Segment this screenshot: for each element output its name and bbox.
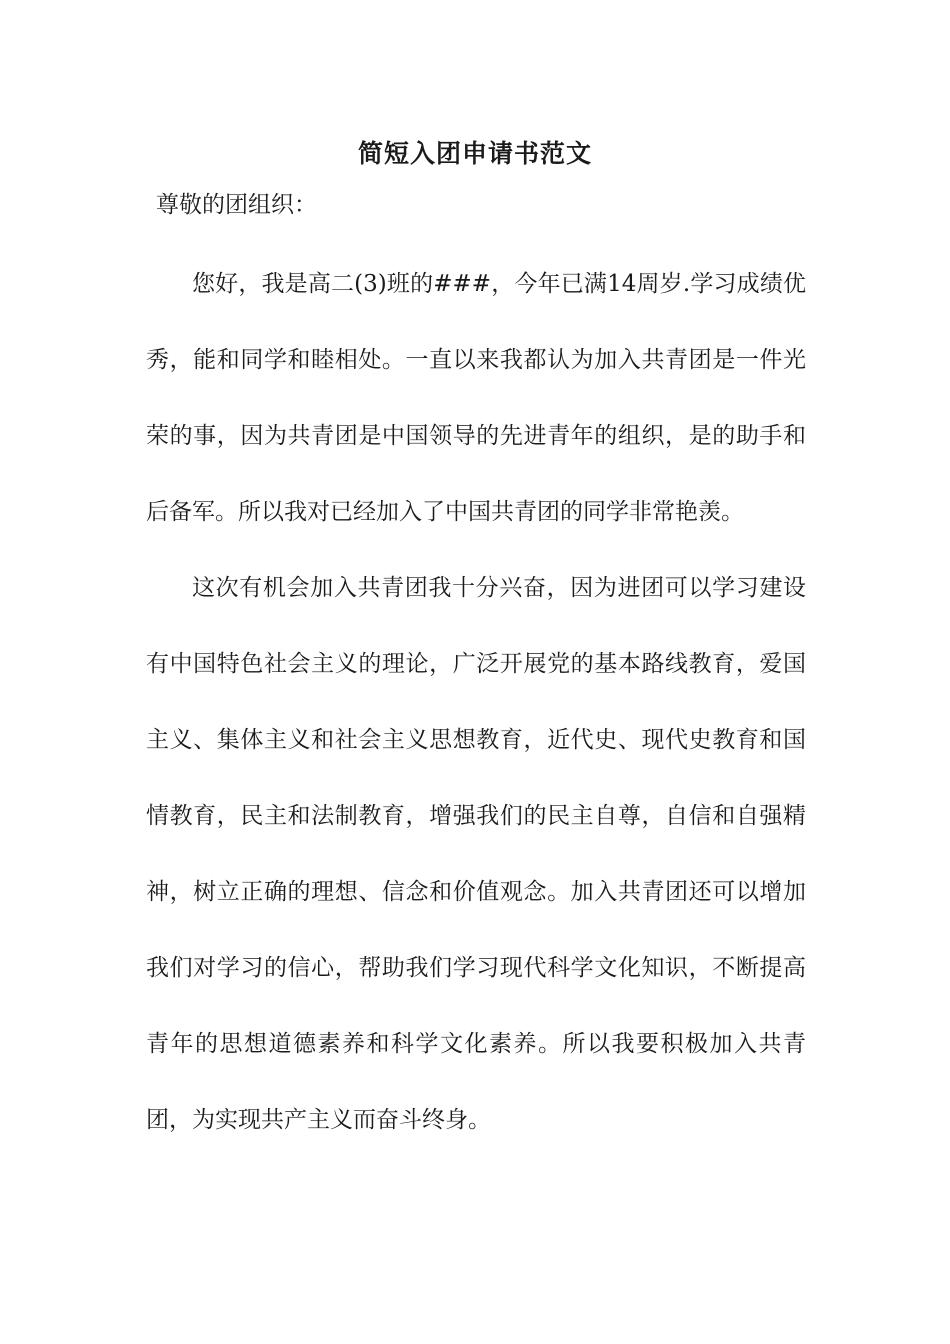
paragraph-reasons: 这次有机会加入共青团我十分兴奋，因为进团可以学习建设有中国特色社会主义的理论，广泛开展党的基本路线教育，爱国主义、集体主义和社会主义思想教育，近代史、现代史教育和国情教育，民主和法制教育，增强我们的民主自尊，自信和自强精神，树立正确的理想、信念和价值观念。加入共青团还可以增加我们对学习的信心，帮助我们学习现代科学文化知识，不断提高青年的思想道德素养和科学文化素养。所以我要积极加入共青团，为实现共产主义而奋斗终身。 [146,575,806,1133]
greeting-line: 尊敬的团组织： [156,192,317,218]
paragraph-introduction: 您好，我是高二(3)班的###，今年已满14周岁.学习成绩优秀，能和同学和睦相处。一直以来我都认为加入共青团是一件光荣的事，因为共青团是中国领导的先进青年的组织，是的助手和后备军。所以我对已经加入了中国共青团的同学非常艳羡。 [146,271,806,525]
document-title: 简短入团申请书范文 [357,139,592,168]
document-body [146,246,806,1158]
